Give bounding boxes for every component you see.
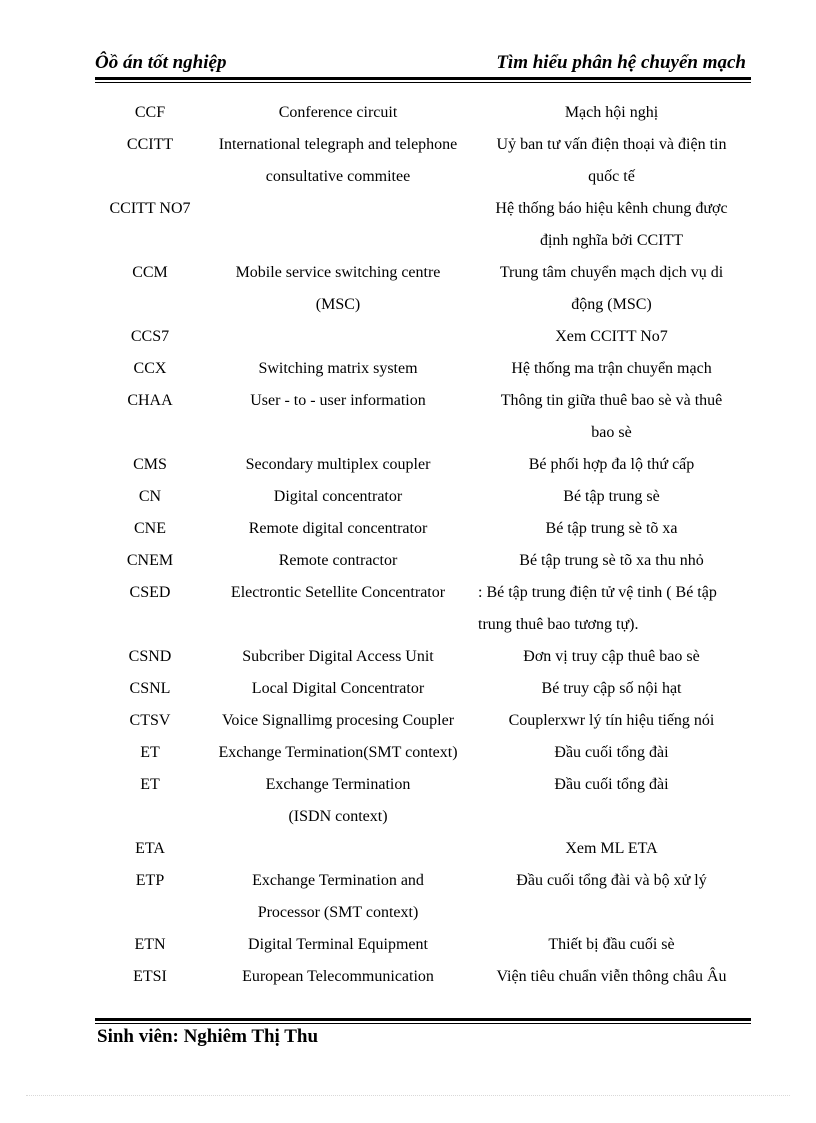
english-term-line: International telegraph and telephone xyxy=(218,136,458,153)
page-bottom-divider xyxy=(26,1095,790,1096)
table-row xyxy=(0,449,816,481)
vietnamese-term-cell xyxy=(478,257,745,321)
abbreviation-cell: ETA xyxy=(135,840,165,857)
abbreviation-cell: CCX xyxy=(133,360,167,377)
english-term-cell xyxy=(204,481,472,513)
english-term-cell xyxy=(204,353,472,385)
english-term-line: Mobile service switching centre xyxy=(235,264,441,281)
vietnamese-term-line: Bé tập trung sè xyxy=(563,488,660,505)
vietnamese-term-cell xyxy=(478,737,745,769)
abbreviation-cell: CNEM xyxy=(126,552,174,569)
table-row xyxy=(0,961,816,993)
table-row xyxy=(0,193,816,257)
footer-rule-thin xyxy=(95,1023,751,1024)
vietnamese-term-cell xyxy=(478,449,745,481)
english-term-line: Exchange Termination(SMT context) xyxy=(218,744,458,761)
vietnamese-term-cell xyxy=(478,673,745,705)
vietnamese-term-line: Bé phối hợp đa lộ thứ cấp xyxy=(528,456,695,473)
vietnamese-term-line: Đầu cuối tổng đài và bộ xử lý xyxy=(516,872,707,889)
vietnamese-term-line: Uỷ ban tư vấn điện thoại và điện tin xyxy=(496,136,727,153)
vietnamese-term-line: Bé tập trung sè tõ xa xyxy=(545,520,678,537)
abbreviation-cell: CSND xyxy=(128,648,172,665)
abbreviation-cell: CMS xyxy=(133,456,167,473)
table-row xyxy=(0,545,816,577)
vietnamese-term-cell xyxy=(478,513,745,545)
english-term-cell xyxy=(204,97,472,129)
vietnamese-term-line: Đầu cuối tổng đài xyxy=(554,744,669,761)
english-term-line: Switching matrix system xyxy=(258,360,418,377)
header-rule-thin xyxy=(95,82,751,83)
vietnamese-term-line: Trung tâm chuyển mạch dịch vụ di xyxy=(499,264,724,281)
english-term-cell xyxy=(204,673,472,705)
english-term-line: Digital concentrator xyxy=(273,488,403,505)
english-term-cell xyxy=(204,737,472,769)
table-row xyxy=(0,865,816,929)
vietnamese-term-line: : Bé tập trung điện tử vệ tinh ( Bé tập xyxy=(478,584,717,601)
page-header xyxy=(95,52,751,76)
english-term-cell xyxy=(204,641,472,673)
english-term-line: (MSC) xyxy=(315,296,361,313)
vietnamese-term-line: Đơn vị truy cập thuê bao sè xyxy=(523,648,700,665)
abbreviation-cell: CCM xyxy=(132,264,168,281)
header-rule-thick xyxy=(95,77,751,80)
vietnamese-term-cell xyxy=(478,545,745,577)
table-row xyxy=(0,737,816,769)
vietnamese-term-cell xyxy=(478,385,745,449)
vietnamese-term-cell xyxy=(478,577,745,641)
english-term-line: Voice Signallimg procesing Coupler xyxy=(221,712,455,729)
vietnamese-term-cell xyxy=(478,353,745,385)
table-row xyxy=(0,929,816,961)
table-row xyxy=(0,97,816,129)
abbreviation-cell: CHAA xyxy=(127,392,173,409)
vietnamese-term-line: quốc tế xyxy=(588,168,635,185)
table-row xyxy=(0,129,816,193)
english-term-cell xyxy=(204,865,472,929)
english-term-cell xyxy=(204,385,472,417)
abbreviation-cell: CCF xyxy=(134,104,166,121)
abbreviation-cell: ETSI xyxy=(133,968,167,985)
abbreviation-cell: CSED xyxy=(129,584,171,601)
english-term-line: Remote digital concentrator xyxy=(248,520,428,537)
vietnamese-term-line: trung thuê bao tương tự). xyxy=(478,616,639,633)
abbreviation-cell: CCITT NO7 xyxy=(109,200,191,217)
vietnamese-term-cell xyxy=(478,929,745,961)
vietnamese-term-line: Đầu cuối tổng đài xyxy=(554,776,669,793)
table-row xyxy=(0,769,816,833)
abbreviation-cell: CN xyxy=(138,488,162,505)
english-term-line: Exchange Termination xyxy=(265,776,411,793)
table-row xyxy=(0,641,816,673)
english-term-line: Remote contractor xyxy=(278,552,398,569)
table-row xyxy=(0,385,816,449)
english-term-cell xyxy=(204,961,472,993)
english-term-line: Exchange Termination and xyxy=(252,872,424,889)
vietnamese-term-line: động (MSC) xyxy=(571,296,652,313)
table-row xyxy=(0,513,816,545)
footer-student-name: Sinh viên: Nghiêm Thị Thu xyxy=(97,1026,319,1047)
table-row xyxy=(0,673,816,705)
vietnamese-term-line: Hệ thống ma trận chuyển mạch xyxy=(511,360,712,377)
abbreviation-cell: CTSV xyxy=(129,712,171,729)
vietnamese-term-cell xyxy=(478,129,745,193)
vietnamese-term-cell xyxy=(478,865,745,897)
english-term-line: Subcriber Digital Access Unit xyxy=(242,648,434,665)
english-term-line: Digital Terminal Equipment xyxy=(248,936,428,953)
vietnamese-term-cell xyxy=(478,193,745,257)
vietnamese-term-line: bao sè xyxy=(591,424,632,441)
english-term-cell xyxy=(204,129,472,193)
vietnamese-term-line: Bé tập trung sè tõ xa thu nhỏ xyxy=(519,552,704,569)
vietnamese-term-cell xyxy=(478,705,745,737)
english-term-line: Electrontic Setellite Concentrator xyxy=(230,584,446,601)
vietnamese-term-cell xyxy=(478,481,745,513)
english-term-line: Conference circuit xyxy=(278,104,398,121)
abbreviation-cell: CCS7 xyxy=(130,328,170,345)
header-right-title: Tìm hiểu phân hệ chuyển mạch xyxy=(496,52,746,73)
vietnamese-term-line: Couplerxwr lý tín hiệu tiếng nói xyxy=(508,712,715,729)
abbreviation-cell: CSNL xyxy=(129,680,171,697)
header-left-title: Ôồ án tốt nghiệp xyxy=(95,52,227,73)
vietnamese-term-cell xyxy=(478,97,745,129)
vietnamese-term-line: Viện tiêu chuẩn viễn thông châu Âu xyxy=(496,968,727,985)
abbreviation-cell: CNE xyxy=(134,520,166,537)
vietnamese-term-cell xyxy=(478,833,745,865)
english-term-cell xyxy=(204,257,472,321)
abbreviation-cell: ET xyxy=(140,776,160,793)
english-term-cell xyxy=(204,449,472,481)
abbreviation-cell: CCITT xyxy=(126,136,174,153)
table-row xyxy=(0,321,816,353)
english-term-line: consultative commitee xyxy=(265,168,411,185)
english-term-cell xyxy=(204,769,472,833)
english-term-cell xyxy=(204,577,472,609)
vietnamese-term-line: Bé truy cập số nội hạt xyxy=(541,680,682,697)
table-row xyxy=(0,705,816,737)
table-row xyxy=(0,577,816,641)
vietnamese-term-line: Thiết bị đầu cuối sè xyxy=(548,936,675,953)
vietnamese-term-line: Xem ML ETA xyxy=(565,840,658,857)
abbreviation-table xyxy=(0,97,816,993)
footer-rule-thick xyxy=(95,1018,751,1021)
vietnamese-term-cell xyxy=(478,641,745,673)
english-term-cell xyxy=(204,929,472,961)
table-row xyxy=(0,481,816,513)
english-term-line: Secondary multiplex coupler xyxy=(245,456,431,473)
table-row xyxy=(0,833,816,865)
vietnamese-term-cell xyxy=(478,961,745,993)
abbreviation-cell: ETP xyxy=(135,872,165,889)
table-row xyxy=(0,257,816,321)
vietnamese-term-line: Thông tin giữa thuê bao sè và thuê xyxy=(500,392,723,409)
english-term-line: Processor (SMT context) xyxy=(257,904,419,921)
english-term-line: Local Digital Concentrator xyxy=(251,680,425,697)
abbreviation-cell: ET xyxy=(140,744,160,761)
vietnamese-term-line: định nghĩa bởi CCITT xyxy=(539,232,684,249)
vietnamese-term-cell xyxy=(478,321,745,353)
english-term-line: User - to - user information xyxy=(250,392,426,409)
english-term-line: (ISDN context) xyxy=(288,808,388,825)
table-row xyxy=(0,353,816,385)
english-term-cell xyxy=(204,545,472,577)
abbreviation-cell: ETN xyxy=(134,936,166,953)
english-term-cell xyxy=(204,513,472,545)
vietnamese-term-cell xyxy=(478,769,745,801)
english-term-cell xyxy=(204,705,472,737)
vietnamese-term-line: Hệ thống báo hiệu kênh chung được xyxy=(495,200,728,217)
vietnamese-term-line: Xem CCITT No7 xyxy=(555,328,668,345)
english-term-line: European Telecommunication xyxy=(242,968,434,985)
vietnamese-term-line: Mạch hội nghị xyxy=(564,104,659,121)
